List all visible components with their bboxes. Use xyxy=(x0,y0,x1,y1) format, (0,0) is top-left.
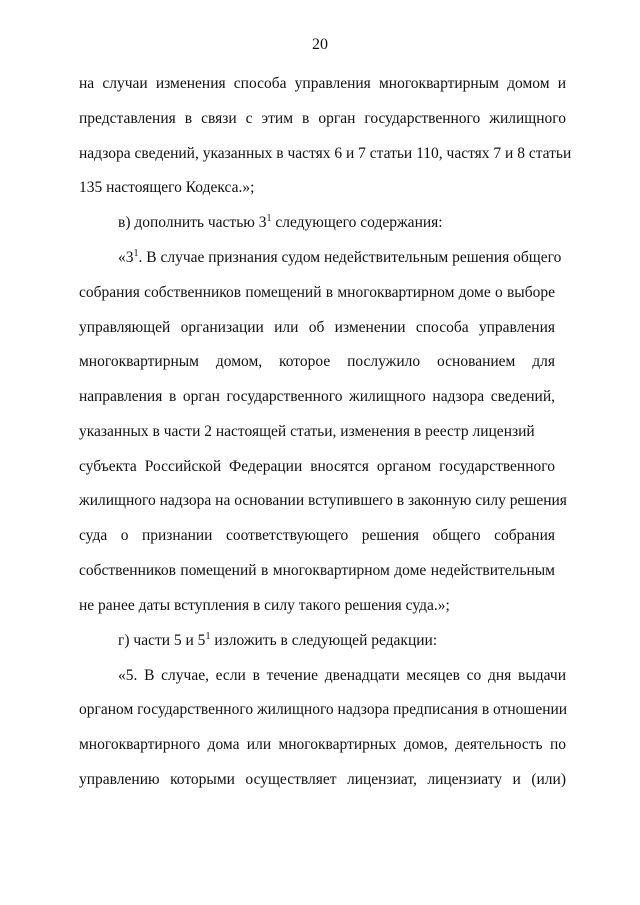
text-line-with-superscript xyxy=(118,213,566,233)
text-line: направления в орган государственного жилищного надзора сведений, xyxy=(79,388,555,405)
text-line: на случаи изменения способа управления многоквартирным домом и xyxy=(79,75,566,92)
text-line: органом государственного жилищного надзора предписания в отношении xyxy=(79,701,568,718)
text-line-with-superscript xyxy=(118,631,566,651)
text-line: представления в связи с этим в орган государственного жилищного xyxy=(79,110,566,127)
text-line: надзора сведений, указанных в частях 6 и 7 статьи 110, частях 7 и 8 статьи xyxy=(79,145,572,162)
text-fragment: г) части 5 и 5 xyxy=(118,632,206,649)
text-line: не ранее даты вступления в силу такого решения суда.»; xyxy=(79,597,450,614)
text-line: 135 настоящего Кодекса.»; xyxy=(79,179,255,196)
text-line-with-superscript xyxy=(118,248,566,268)
text-line: собрания собственников помещений в многоквартирном доме о выборе xyxy=(79,284,555,301)
superscript: 1 xyxy=(266,213,272,224)
text-line: указанных в части 2 настоящей статьи, изменения в реестр лицензий xyxy=(79,423,535,440)
text-fragment: изложить в следующей редакции: xyxy=(210,632,438,649)
superscript: 1 xyxy=(133,248,139,259)
text-line: управляющей организации или об изменении способа управления xyxy=(79,319,555,336)
text-fragment: . В случае признания судом недействительным решения общего xyxy=(138,249,562,266)
text-line: субъекта Российской Федерации вносятся органом государственного xyxy=(79,458,555,475)
page-number: 20 xyxy=(312,36,328,53)
text-line: «5. В случае, если в течение двенадцати месяцев со дня выдачи xyxy=(118,667,566,684)
text-line: управлению которыми осуществляет лицензиат, лицензиату и (или) xyxy=(79,771,566,788)
text-line: собственников помещений в многоквартирном доме недействительным xyxy=(79,562,555,579)
text-fragment: в) дополнить частью 3 xyxy=(118,214,267,231)
text-line: многоквартирного дома или многоквартирных домов, деятельность по xyxy=(79,736,566,753)
text-line: суда о признании соответствующего решения общего собрания xyxy=(79,527,555,544)
superscript: 1 xyxy=(205,631,211,642)
text-line: многоквартирным домом, которое послужило основанием для xyxy=(79,353,555,370)
text-fragment: следующего содержания: xyxy=(271,214,443,231)
text-line: жилищного надзора на основании вступившего в законную силу решения xyxy=(79,492,567,509)
text-fragment: «3 xyxy=(118,249,134,266)
